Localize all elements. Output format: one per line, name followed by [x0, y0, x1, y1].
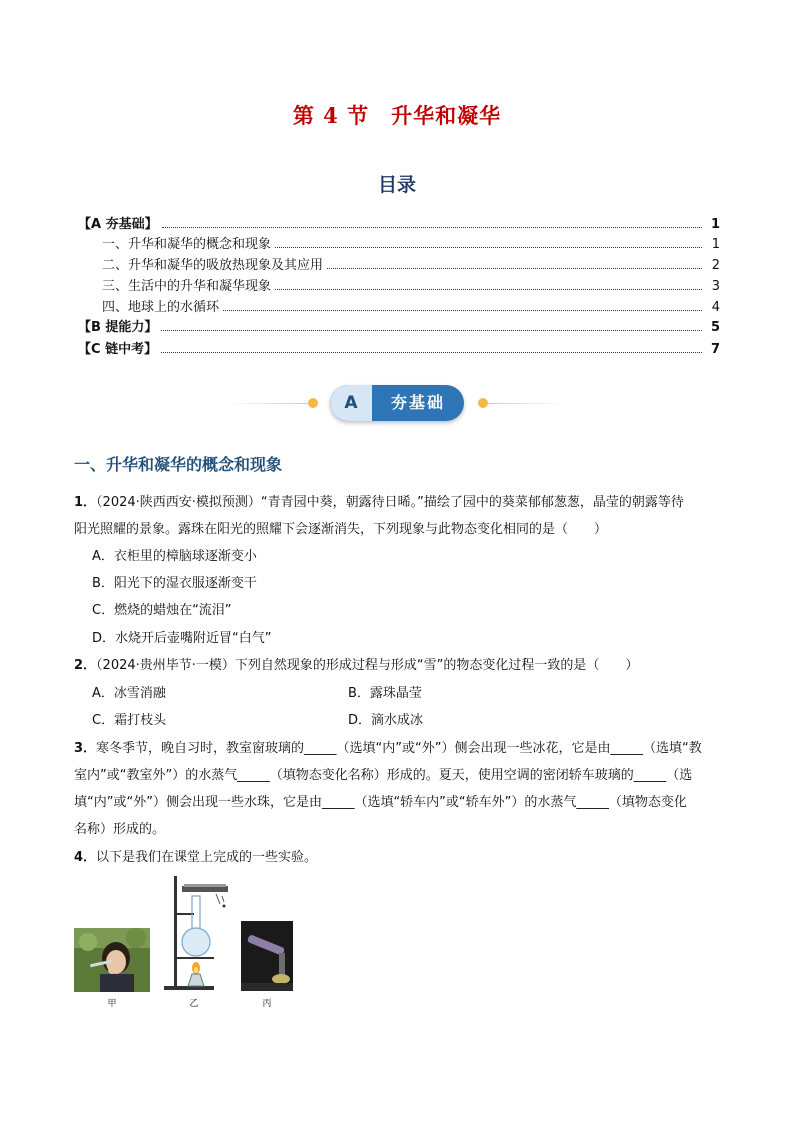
toc-leader — [162, 227, 702, 228]
question-number: 1． — [74, 495, 97, 510]
figure-caption-bing: 丙 — [262, 999, 272, 1009]
question-text: 以下是我们在课堂上完成的一些实验。 — [96, 850, 318, 865]
question-number: 3． — [74, 741, 97, 756]
banner-dot-right — [478, 398, 488, 408]
option-a[interactable]: A．冰雪消融 — [92, 686, 166, 701]
toc-entry-a[interactable] — [78, 212, 720, 232]
toc-leader — [327, 268, 702, 269]
section-banner — [228, 378, 566, 428]
toc-entry-page: 3 — [711, 279, 720, 294]
toc-entry-label: 【B 提能力】 — [78, 320, 158, 335]
question-number: 2． — [74, 658, 97, 673]
iodine-flask-apparatus-figure — [162, 874, 232, 994]
option-b[interactable]: B．露珠晶莹 — [348, 686, 422, 701]
toc-entry-page: 2 — [711, 258, 720, 273]
question-1 — [74, 489, 722, 543]
toc-leader — [275, 247, 702, 248]
banner-pill — [330, 385, 464, 421]
toc-entry-label: 【C 链中考】 — [78, 342, 158, 357]
banner-text: 夯基础 — [390, 393, 445, 412]
question-text: （2024·贵州毕节·一模）下列自然现象的形成过程与形成“雪”的物态变化过程一致的是（ ） — [96, 658, 639, 673]
toc-entry-1[interactable] — [102, 232, 720, 252]
toc-entry-page: 1 — [711, 237, 720, 252]
option-c[interactable]: C．燃烧的蜡烛在“流泪” — [92, 603, 232, 618]
question-4 — [74, 844, 722, 871]
toc-entry-label: 四、地球上的水循环 — [102, 300, 220, 315]
option-c[interactable]: C．霜打枝头 — [92, 713, 167, 728]
question-text: 室内”或“教室外”）的水蒸气_____（填物态变化名称）形成的。夏天，使用空调的密闭轿车玻璃的_____（选 — [74, 768, 693, 783]
toc-entry-label: 二、升华和凝华的吸放热现象及其应用 — [102, 258, 324, 273]
toc-leader — [275, 289, 702, 290]
toc-entry-label: 三、生活中的升华和凝华现象 — [102, 279, 272, 294]
option-d[interactable]: D．水烧开后壶嘴附近冒“白气” — [92, 631, 272, 646]
option-b[interactable]: B．阳光下的湿衣服逐渐变干 — [92, 576, 257, 591]
section-heading: 一、升华和凝华的概念和现象 — [74, 455, 283, 474]
toc-entry-page: 4 — [711, 300, 720, 315]
test-tube-photo-figure — [241, 921, 293, 991]
banner-dot-left — [308, 398, 318, 408]
toc-leader — [161, 330, 702, 331]
toc-entry-page: 5 — [710, 320, 720, 335]
banner-line-left — [228, 403, 308, 404]
question-3 — [74, 735, 722, 843]
toc-leader — [161, 352, 702, 353]
question-text: 阳光照耀的景象。露珠在阳光的照耀下会逐渐消失，下列现象与此物态变化相同的是（ ） — [74, 522, 608, 537]
toc-entry-4[interactable] — [102, 295, 720, 315]
page-title: 第 4 节 升华和凝华 — [292, 103, 502, 128]
toc-leader — [223, 310, 702, 311]
question-text: 寒冬季节，晚自习时，教室窗玻璃的_____（选填“内”或“外”）侧会出现一些冰花，它是由_____（选填“教 — [96, 741, 702, 756]
toc-entry-page: 7 — [710, 342, 720, 357]
toc-heading: 目录 — [377, 174, 416, 196]
child-photo-figure — [74, 928, 150, 992]
toc-entry-c[interactable] — [78, 337, 720, 357]
question-text: 名称）形成的。 — [74, 822, 166, 837]
option-a[interactable]: A．衣柜里的樟脑球逐渐变小 — [92, 549, 257, 564]
toc-entry-label: 一、升华和凝华的概念和现象 — [102, 237, 272, 252]
banner-letter: A — [330, 385, 372, 421]
option-d[interactable]: D．滴水成冰 — [348, 713, 424, 728]
question-2 — [74, 652, 722, 679]
figure-caption-yi: 乙 — [189, 999, 199, 1009]
banner-line-right — [488, 403, 566, 404]
figure-caption-jia: 甲 — [107, 999, 117, 1009]
toc-entry-3[interactable] — [102, 274, 720, 294]
toc-entry-page: 1 — [710, 217, 720, 232]
toc-entry-2[interactable] — [102, 253, 720, 273]
toc-entry-label: 【A 夯基础】 — [78, 217, 158, 232]
toc-entry-b[interactable] — [78, 315, 720, 335]
question-number: 4． — [74, 850, 97, 865]
question-text: 填“内”或“外”）侧会出现一些水珠，它是由_____（选填“轿车内”或“轿车外”）的水蒸气_____（填物态变化 — [74, 795, 687, 810]
question-text: （2024·陕西西安·模拟预测）“青青园中葵，朝露待日晞。”描绘了园中的葵菜郁郁葱葱，晶莹的朝露等待 — [96, 495, 684, 510]
